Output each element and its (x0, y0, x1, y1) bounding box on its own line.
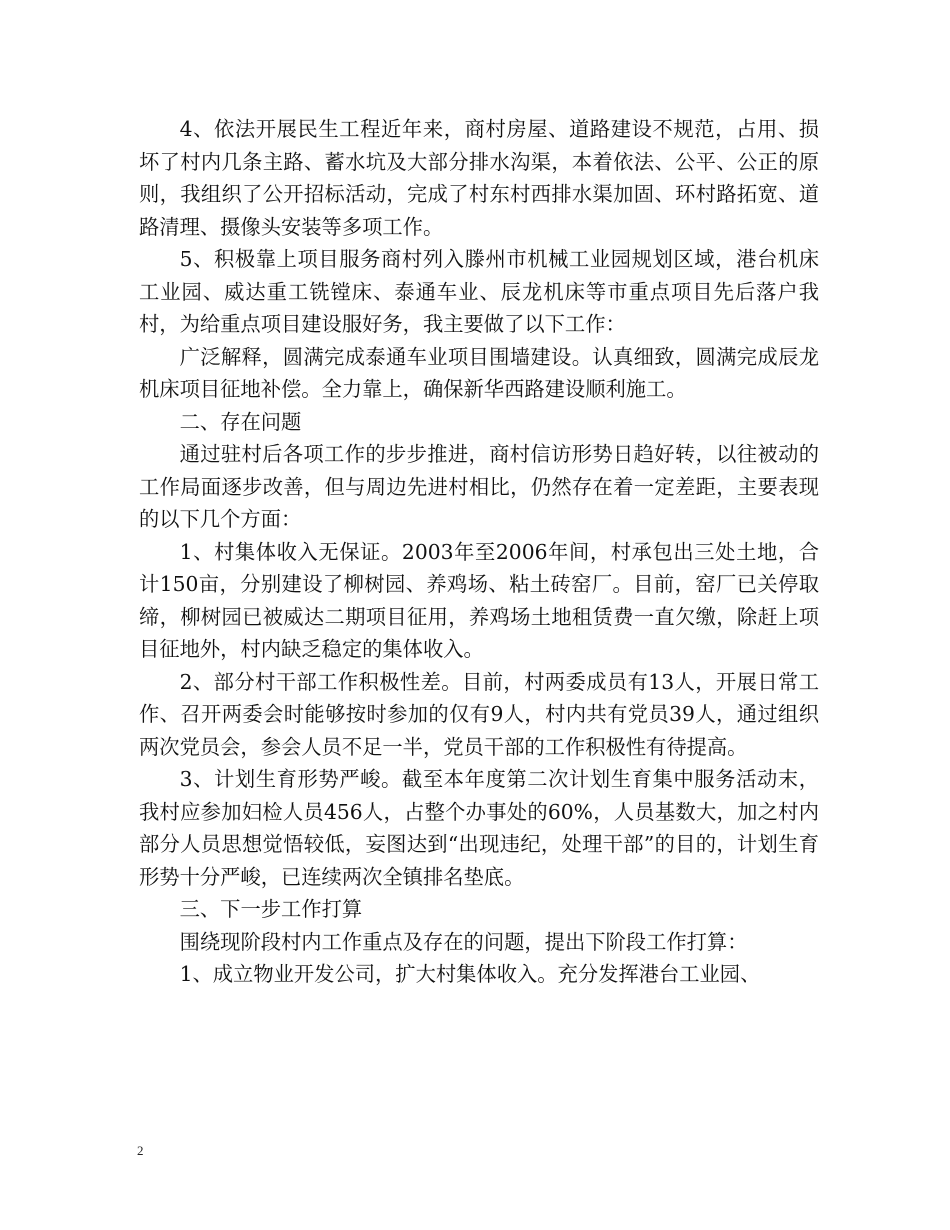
document-body (139, 113, 819, 991)
section-heading-problems: 二、存在问题 (179, 409, 302, 434)
paragraph-item-4-livelihood: 4、依法开展民生工程近年来，商村房屋、道路建设不规范，占用、损坏了村内几条主路、蓄水坑及大部分排水沟渠，本着依法、公平、公正的原则，我组织了公开招标活动，完成了村东村西排水渠加固、环村路拓宽、道路清理、摄像头安装等多项工作。 (139, 117, 819, 239)
paragraph-work-details: 广泛解释，圆满完成泰通车业项目围墙建设。认真细致，圆满完成辰龙机床项目征地补偿。全力靠上，确保新华西路建设顺利施工。 (139, 344, 819, 401)
paragraph-problem-3-family-planning: 3、计划生育形势严峻。截至本年度第二次计划生育集中服务活动末，我村应参加妇检人员456人，占整个办事处的60%，人员基数大，加之村内部分人员思想觉悟较低，妄图达到“出现违纪，处理干部”的目的，计划生育形势十分严峻，已连续两次全镇排名垫底。 (139, 767, 819, 889)
paragraph-next-step-1: 1、成立物业开发公司，扩大村集体收入。充分发挥港台工业园、 (179, 962, 761, 986)
paragraph-next-steps-intro: 围绕现阶段村内工作重点及存在的问题，提出下阶段工作打算： (179, 929, 748, 954)
paragraph-problems-intro: 通过驻村后各项工作的步步推进，商村信访形势日趋好转，以往被动的工作局面逐步改善，但与周边先进村相比，仍然存在着一定差距，主要表现的以下几个方面： (139, 442, 819, 531)
section-heading-next-steps: 三、下一步工作打算 (179, 897, 363, 921)
paragraph-problem-1-income: 1、村集体收入无保证。2003年至2006年间，村承包出三处土地，合计150亩，分别建设了柳树园、养鸡场、粘土砖窑厂。目前，窑厂已关停取缔，柳树园已被威达二期项目征用，养鸡场土地租赁费一直欠缴，除赶上项目征地外，村内缺乏稳定的集体收入。 (139, 539, 819, 661)
paragraph-problem-2-cadres: 2、部分村干部工作积极性差。目前，村两委成员有13人，开展日常工作、召开两委会时能够按时参加的仅有9人，村内共有党员39人，通过组织两次党员会，参会人员不足一半，党员干部的工作积极性有待提高。 (139, 669, 819, 759)
paragraph-item-5-project-service: 5、积极靠上项目服务商村列入滕州市机械工业园规划区域，港台机床工业园、威达重工铣镗床、泰通车业、辰龙机床等市重点项目先后落户我村，为给重点项目建设服好务，我主要做了以下工作： (139, 247, 819, 336)
page-number: 2 (137, 1143, 144, 1158)
